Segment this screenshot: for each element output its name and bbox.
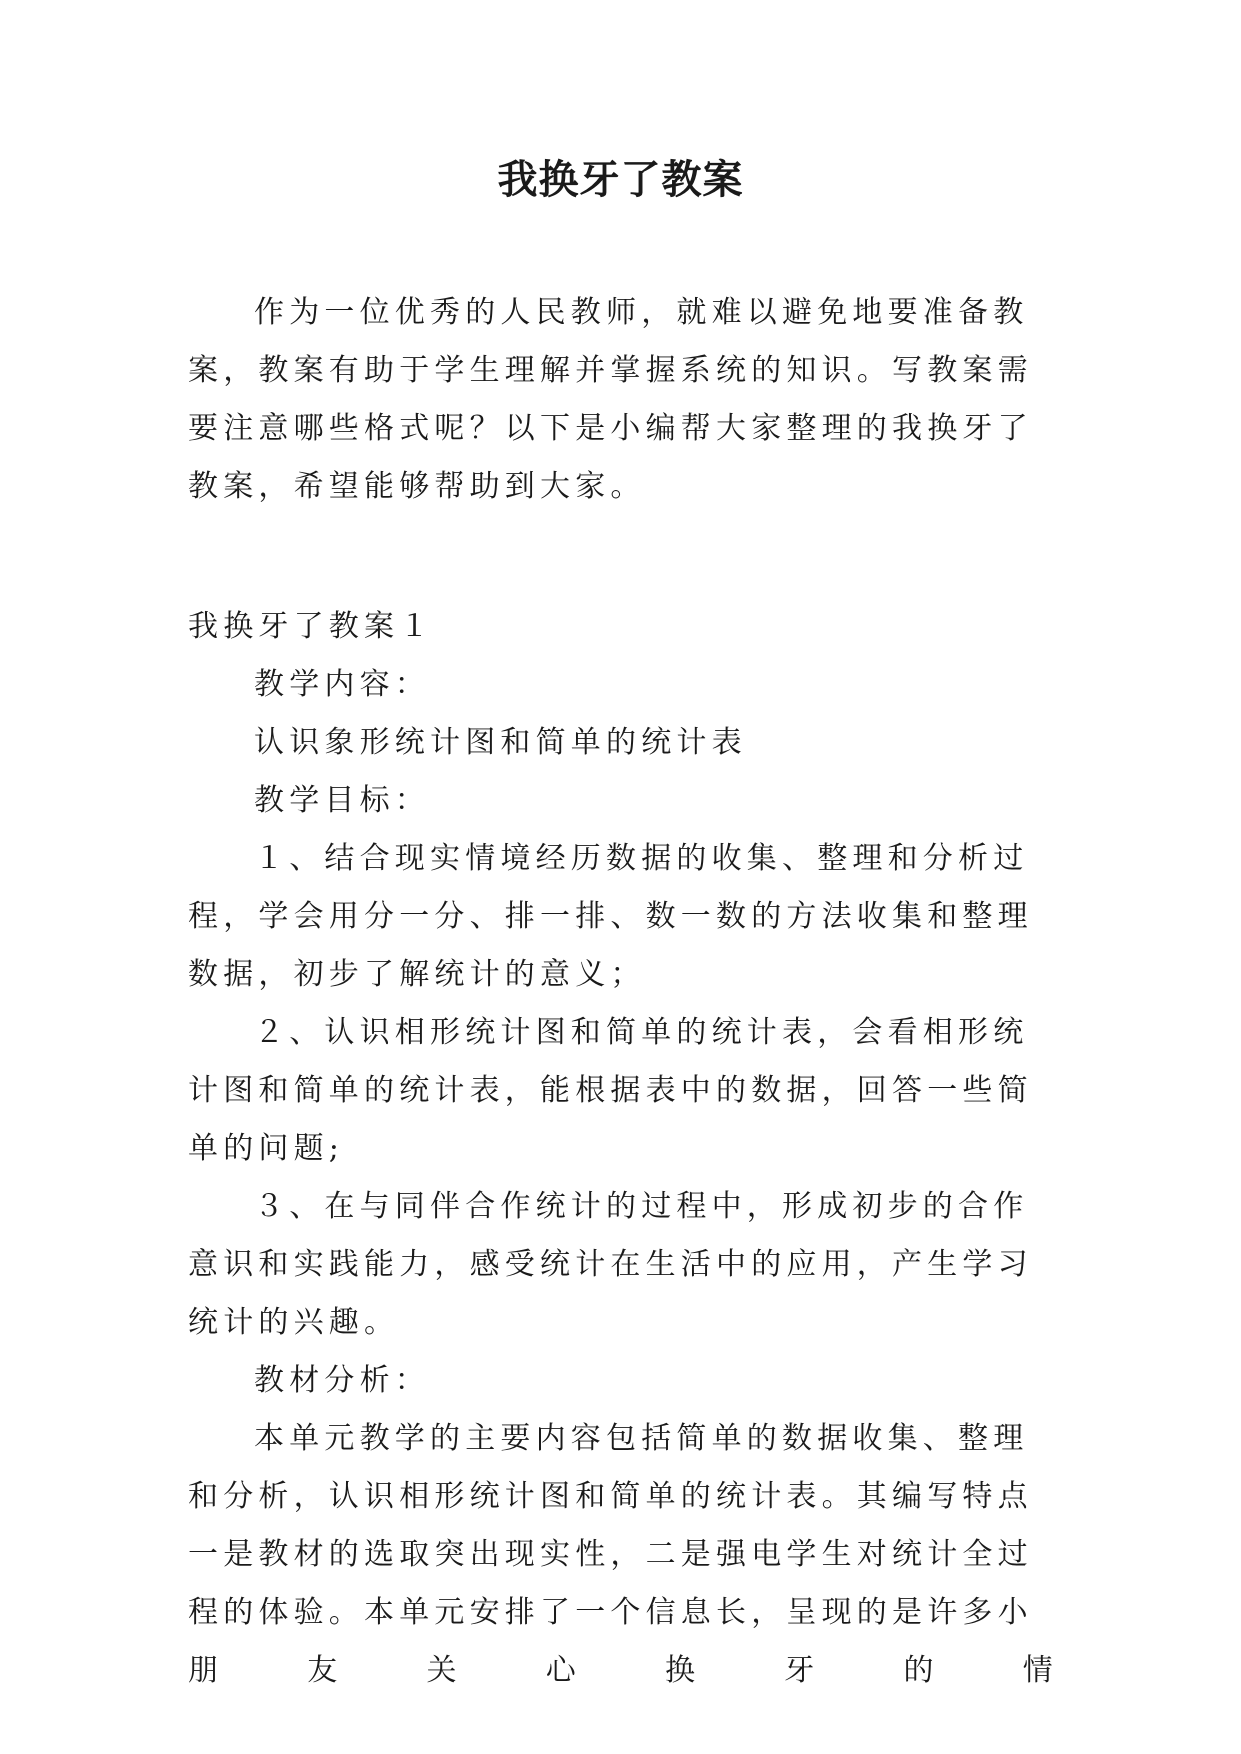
- goals-label: 教学目标：: [254, 783, 430, 818]
- section-heading: 我换牙了教案１: [188, 609, 435, 644]
- content-text: 认识象形统计图和简单的统计表: [254, 725, 747, 760]
- analysis-paragraph: 本单元教学的主要内容包括简单的数据收集、整理和分析，认识相形统计图和简单的统计表。其编写特点一是教材的选取突出现实性，二是强电学生对统计全过程的体验。本单元安排了一个信息长，呈现的是许多小朋友关心换牙的情: [188, 1421, 1058, 1688]
- content-label: 教学内容：: [254, 667, 430, 702]
- document-body: [188, 284, 1058, 1700]
- analysis-label: 教材分析：: [254, 1363, 430, 1398]
- goal-item-1: １、结合现实情境经历数据的收集、整理和分析过程，学会用分一分、排一排、数一数的方法收集和整理数据，初步了解统计的意义；: [188, 841, 1033, 992]
- goal-item-3: ３、在与同伴合作统计的过程中，形成初步的合作意识和实践能力，感受统计在生活中的应用，产生学习统计的兴趣。: [188, 1189, 1033, 1340]
- document-title: 我换牙了教案: [497, 156, 744, 203]
- goal-item-2: ２、认识相形统计图和简单的统计表，会看相形统计图和简单的统计表，能根据表中的数据，回答一些简单的问题;: [188, 1015, 1033, 1166]
- intro-paragraph: 作为一位优秀的人民教师，就难以避免地要准备教案，教案有助于学生理解并掌握系统的知识。写教案需要注意哪些格式呢？以下是小编帮大家整理的我换牙了教案，希望能够帮助到大家。: [188, 295, 1033, 504]
